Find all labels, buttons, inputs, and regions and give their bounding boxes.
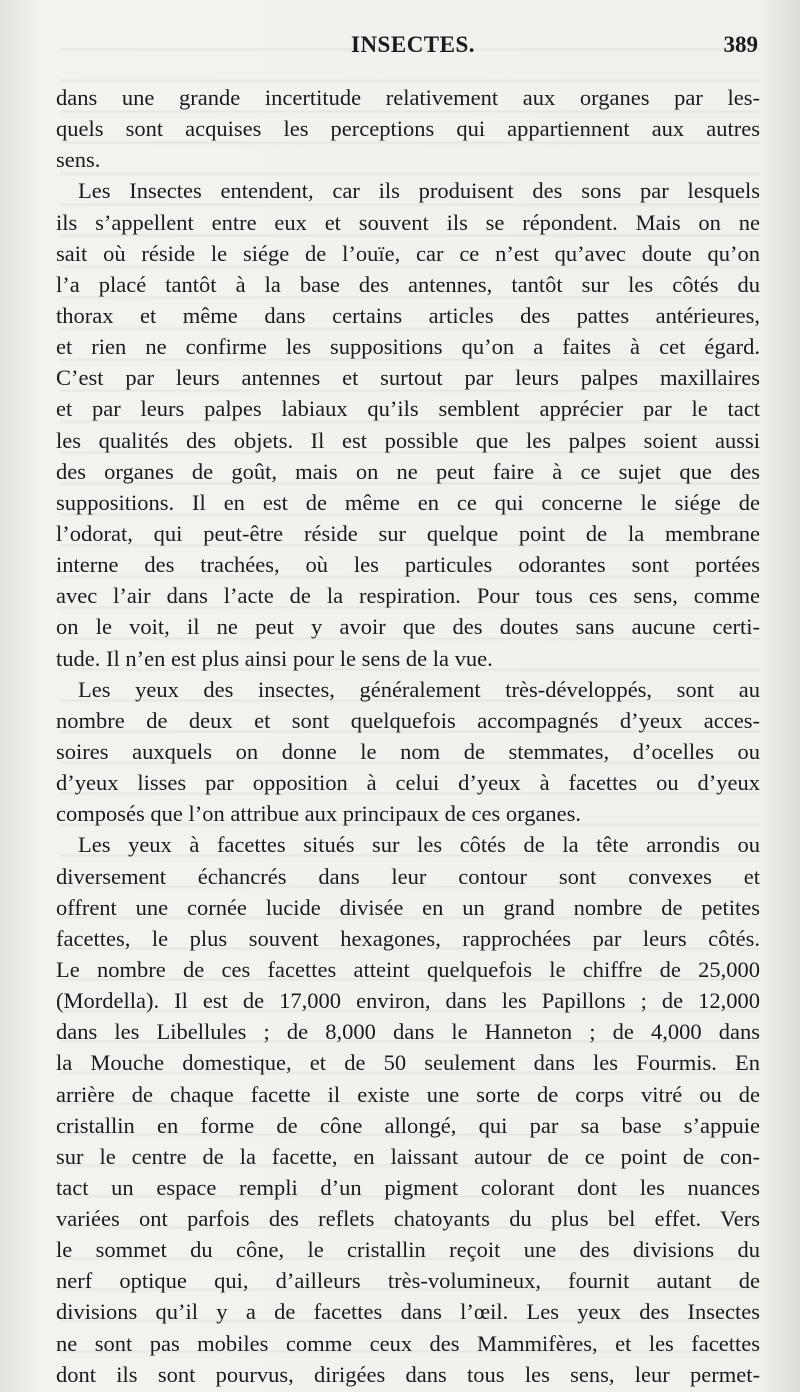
text-line: facettes, le plus souvent hexagones, rapprochées par leurs côtés.: [56, 925, 760, 951]
text-line: avec l’air dans l’acte de la respiration. Pour tous ces sens, comme: [56, 583, 760, 609]
text-line: divisions qu’il y a de facettes dans l’œil. Les yeux des Insectes: [56, 1299, 760, 1325]
text-line: ils s’appellent entre eux et souvent ils se répondent. Mais on ne: [56, 209, 760, 235]
text-line: offrent une cornée lucide divisée en un grand nombre de petites: [56, 894, 760, 920]
text-line: arrière de chaque facette il existe une sorte de corps vitré ou de: [56, 1081, 760, 1107]
text-line: cristallin en forme de cône allongé, qui par sa base s’appuie: [56, 1112, 760, 1138]
text-line: des organes de goût, mais on ne peut faire à ce sujet que des: [56, 458, 760, 484]
text-line: sens.: [56, 147, 101, 173]
text-line: les qualités des objets. Il est possible que les palpes soient aussi: [56, 427, 760, 453]
text-line: et par leurs palpes labiaux qu’ils semblent apprécier par le tact: [56, 396, 760, 422]
running-head: INSECTES.: [351, 32, 476, 57]
text-line: tact un espace rempli d’un pigment colorant dont les nuances: [56, 1174, 760, 1200]
text-line: nombre de deux et sont quelquefois accompagnés d’yeux acces-: [56, 707, 760, 733]
body-text: [56, 82, 760, 1390]
text-line: l’a placé tantôt à la base des antennes, tantôt sur les côtés du: [56, 271, 760, 297]
text-line: dans les Libellules ; de 8,000 dans le Hanneton ; de 4,000 dans: [56, 1019, 760, 1045]
page-header: [56, 32, 760, 62]
text-line: la Mouche domestique, et de 50 seulement dans les Fourmis. En: [56, 1050, 760, 1076]
text-line: Le nombre de ces facettes atteint quelquefois le chiffre de 25,000: [56, 956, 760, 982]
text-line: le sommet du cône, le cristallin reçoit une des divisions du: [56, 1237, 760, 1263]
text-line: Les Insectes entendent, car ils produisent des sons par lesquels: [78, 178, 760, 204]
text-line: d’yeux lisses par opposition à celui d’yeux à facettes ou d’yeux: [56, 770, 760, 796]
text-line: tude. Il n’en est plus ainsi pour le sens de la vue.: [56, 645, 493, 671]
text-line: dans une grande incertitude relativement aux organes par les-: [56, 85, 760, 110]
text-line: on le voit, il ne peut y avoir que des doutes sans aucune certi-: [56, 614, 760, 640]
text-line: variées ont parfois des reflets chatoyants du plus bel effet. Vers: [56, 1206, 760, 1232]
text-line: (Mordella). Il est de 17,000 environ, dans les Papillons ; de 12,000: [56, 988, 760, 1014]
text-line: ne sont pas mobiles comme ceux des Mammifères, et les facettes: [56, 1330, 760, 1356]
text-line: sait où réside le siége de l’ouïe, car ce n’est qu’avec doute qu’on: [56, 240, 760, 266]
text-line: nerf optique qui, d’ailleurs très-volumineux, fournit autant de: [56, 1268, 760, 1294]
text-line: quels sont acquises les perceptions qui appartiennent aux autres: [56, 116, 760, 142]
page-number: 389: [723, 32, 758, 57]
text-line: l’odorat, qui peut-être réside sur quelque point de la membrane: [56, 520, 760, 546]
text-line: C’est par leurs antennes et surtout par leurs palpes maxillaires: [56, 365, 760, 391]
text-line: interne des trachées, où les particules odorantes sont portées: [56, 552, 760, 578]
text-line: dont ils sont pourvus, dirigées dans tous les sens, leur permet-: [56, 1361, 760, 1387]
text-line: Les yeux à facettes situés sur les côtés de la tête arrondis ou: [78, 832, 760, 858]
text-line: Les yeux des insectes, généralement très-développés, sont au: [78, 676, 760, 702]
text-line: suppositions. Il en est de même en ce qui concerne le siége de: [56, 489, 760, 515]
text-line: composés que l’on attribue aux principaux de ces organes.: [56, 801, 582, 827]
text-line: et rien ne confirme les suppositions qu’on a faites à cet égard.: [56, 334, 760, 360]
text-line: soires auxquels on donne le nom de stemmates, d’ocelles ou: [56, 738, 760, 764]
text-line: sur le centre de la facette, en laissant autour de ce point de con-: [56, 1143, 760, 1169]
text-line: thorax et même dans certains articles des pattes antérieures,: [56, 302, 760, 328]
text-line: diversement échancrés dans leur contour sont convexes et: [56, 863, 760, 889]
